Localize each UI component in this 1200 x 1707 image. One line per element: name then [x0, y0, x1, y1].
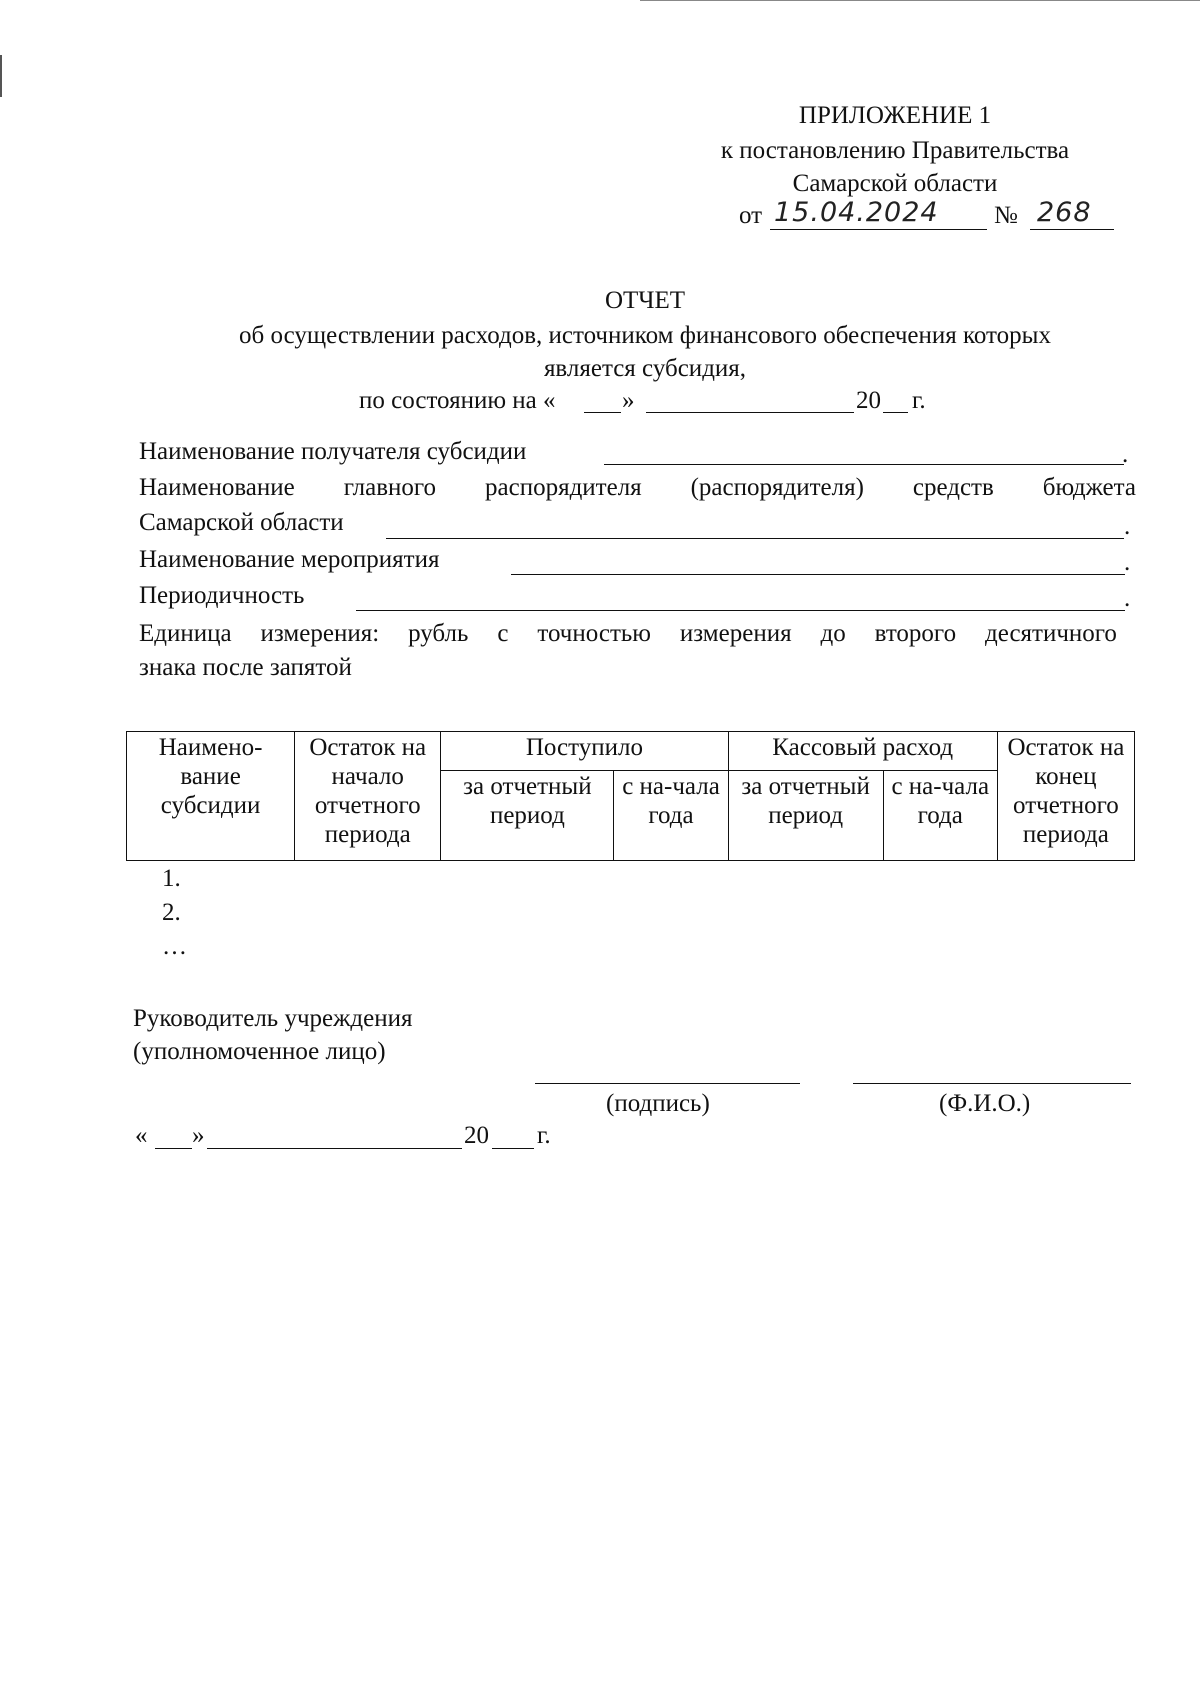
sign-date-year-blank [492, 1148, 534, 1149]
recipient-label: Наименование получателя субсидии [139, 438, 527, 465]
header-subsidy-name: Наимено-вание субсидии [127, 732, 295, 861]
scan-edge-mark [0, 55, 2, 97]
periodicity-label: Периодичность [139, 582, 305, 609]
attachment-line-1: к постановлению Правительства [720, 137, 1070, 164]
end-mark: . [1124, 585, 1131, 612]
manager-label-line-1 [139, 473, 1136, 503]
unit-word: измерения [679, 620, 792, 647]
header-balance-end: Остаток на конец отчетного периода [997, 732, 1134, 861]
unit-line-2: знака после запятой [139, 654, 352, 681]
scan-edge-mark [640, 0, 1200, 1]
as-of-month-blank [646, 412, 854, 413]
full-name-hint: (Ф.И.О.) [939, 1090, 1031, 1117]
signature-label-line-2: (уполномоченное лицо) [133, 1038, 386, 1065]
sign-date-suffix: г. [537, 1122, 551, 1149]
header-received-period: за отчетный период [441, 771, 614, 861]
manager-blank [386, 538, 1124, 539]
manager-label-word: главного [343, 474, 437, 501]
handwritten-date: 15.04.2024 [774, 197, 939, 228]
signature-blank [535, 1083, 800, 1084]
date-prefix: от [739, 202, 763, 229]
event-label: Наименование мероприятия [139, 546, 440, 573]
recipient-blank [604, 464, 1124, 465]
unit-word: измерения: [260, 620, 380, 647]
unit-word: с [497, 620, 509, 647]
table-header-row [127, 732, 1135, 771]
sign-date-month-blank [207, 1148, 462, 1149]
signature-hint: (подпись) [606, 1090, 710, 1117]
list-item: 1. [162, 865, 181, 892]
as-of-day-blank [584, 412, 621, 413]
manager-label-word: бюджета [1042, 474, 1136, 501]
number-underline [1030, 229, 1114, 230]
sign-date-year: 20 [464, 1122, 489, 1149]
report-table [126, 731, 1135, 861]
end-mark: . [1122, 441, 1129, 468]
manager-label-line-2: Самарской области [139, 509, 344, 536]
number-prefix: № [994, 202, 1018, 229]
header-received-ytd: с на-чала года [614, 771, 728, 861]
list-item: … [162, 933, 187, 960]
header-cash-expense: Кассовый расход [728, 732, 997, 771]
manager-label-word: (распорядителя) [690, 474, 864, 501]
list-item: 2. [162, 899, 181, 926]
unit-word: до [820, 620, 846, 647]
manager-label-word: Наименование [139, 474, 295, 501]
full-name-blank [853, 1083, 1131, 1084]
handwritten-number: 268 [1037, 197, 1092, 228]
sign-date-open: « [135, 1122, 148, 1149]
end-mark: . [1124, 513, 1131, 540]
unit-word: десятичного [985, 620, 1117, 647]
report-subtitle-line-2: является субсидия, [543, 355, 747, 382]
header-balance-start: Остаток на начало отчетного периода [295, 732, 441, 861]
sign-date-day-blank [155, 1148, 192, 1149]
periodicity-blank [356, 610, 1125, 611]
unit-word: рубль [408, 620, 469, 647]
as-of-year-blank [883, 412, 908, 413]
as-of-prefix: по состоянию на « [359, 387, 556, 414]
manager-label-word: распорядителя [485, 474, 642, 501]
unit-word: точностью [537, 620, 651, 647]
header-cash-period: за отчетный период [728, 771, 883, 861]
unit-line-1 [139, 619, 1117, 649]
report-subtitle-line-1: об осуществлении расходов, источником финансового обеспечения которых [239, 322, 1051, 349]
header-received: Поступило [441, 732, 728, 771]
date-underline [770, 229, 987, 230]
as-of-suffix: г. [912, 387, 926, 414]
sign-date-close: » [192, 1122, 205, 1149]
attachment-line-2: Самарской области [792, 170, 998, 197]
attachment-title: ПРИЛОЖЕНИЕ 1 [798, 102, 992, 129]
unit-word: Единица [139, 620, 232, 647]
report-title: ОТЧЕТ [604, 287, 686, 314]
unit-word: второго [874, 620, 957, 647]
as-of-year: 20 [856, 387, 881, 414]
header-cash-ytd: с на-чала года [883, 771, 997, 861]
signature-label-line-1: Руководитель учреждения [133, 1005, 413, 1032]
event-blank [511, 574, 1125, 575]
as-of-quote-close: » [622, 387, 635, 414]
manager-label-word: средств [912, 474, 994, 501]
end-mark: . [1124, 549, 1131, 576]
